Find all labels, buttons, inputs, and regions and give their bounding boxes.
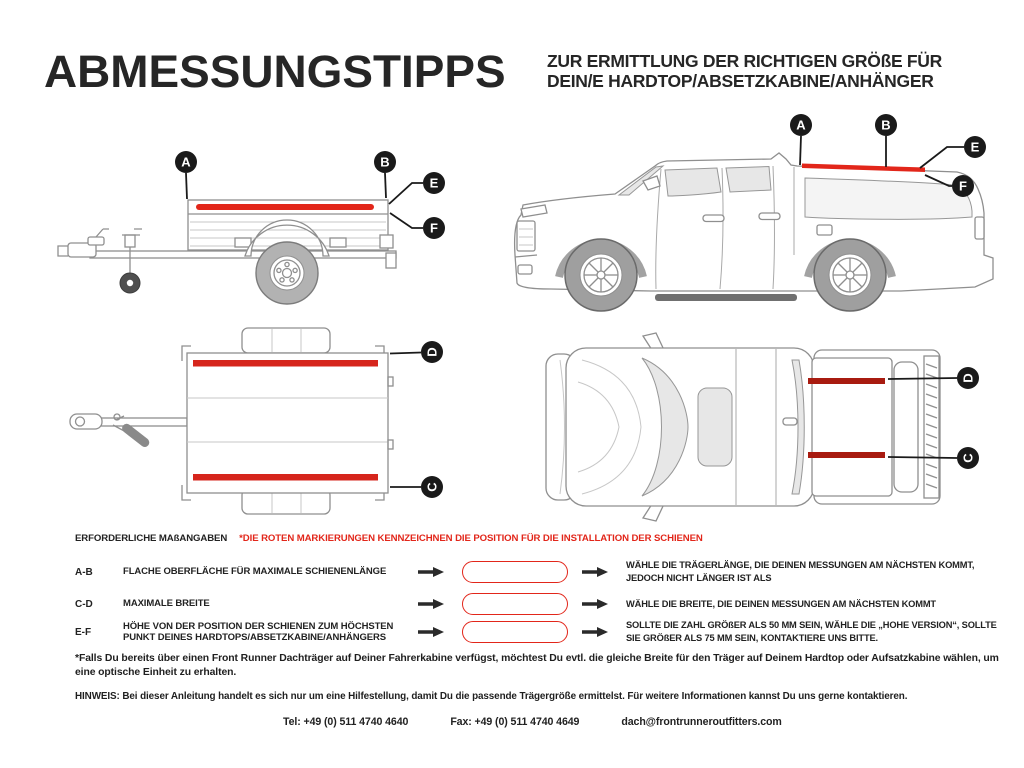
trailer-drawbar [70,414,187,449]
footnote: *Falls Du bereits über einen Front Runner Dachträger auf Deiner Fahrerkabine verfügst, möchtest Du evtl. die gleiche Breite für den Träger auf Deinem Hardtop oder Aufsatzkabine wählen, um eine optische Einheit zu erhalten. [75,653,999,678]
label-a-marker [175,151,197,173]
front-door-window [665,168,721,196]
measurements-title: ERFORDERLICHE MAßANGABEN [75,533,228,544]
running-board [655,294,797,301]
row-code: C-D [75,598,93,610]
arrow-right-icon [418,626,444,638]
arrow-right-icon [582,598,608,610]
arrow-right-icon [582,626,608,638]
rail-position-stripe [196,204,374,210]
subtitle-line-2: DEIN/E HARDTOP/ABSETZKABINE/ANHÄNGER [547,70,934,91]
svg-text:A: A [181,154,191,170]
front-wheel [565,239,637,311]
label-f-marker [423,217,445,239]
svg-text:B: B [881,117,891,133]
tailgate-hatch [924,356,939,498]
label-f-marker [952,175,974,197]
label-b-marker [374,151,396,173]
svg-text:F: F [959,178,967,194]
contact-info [283,716,782,728]
trailer-wheel [256,242,318,304]
rear-door-window [726,167,771,193]
svg-text:E: E [429,175,439,191]
measurement-entry-oval [462,561,568,583]
rail-position-stripe-top [193,360,378,367]
svg-text:C: C [960,453,976,463]
hinweis-note: HINWEIS: Bei dieser Anleitung handelt es sich nur um eine Hilfestellung, damit Du die passende Trägergröße ermittelst. Für weitere Informationen kannst Du uns gerne kontaktieren. [75,691,908,702]
label-b-marker [875,114,897,136]
svg-text:F: F [430,220,438,236]
page-title: ABMESSUNGSTIPPS [44,46,506,97]
tail-light [975,217,984,239]
svg-text:A: A [796,117,806,133]
truck-side-view-diagram [505,105,1005,325]
trailer-box-top [187,353,388,493]
trailer-jockey-wheel [120,229,142,293]
arrow-right-icon [418,566,444,578]
rail-position-stripe-top [808,378,885,384]
measurement-row-ab [75,556,1008,588]
svg-text:D: D [960,373,976,383]
measurement-row-cd [75,592,1008,616]
red-markings-note: *DIE ROTEN MARKIERUNGEN KENNZEICHNEN DIE POSITION FÜR DIE INSTALLATION DER SCHIENEN [239,533,703,544]
row-result: WÄHLE DIE BREITE, DIE DEINEN MESSUNGEN AM NÄCHSTEN KOMMT [626,598,936,609]
phone-number: Tel: +49 (0) 511 4740 4640 [283,716,409,728]
arrow-right-icon [582,566,608,578]
label-d-marker [957,367,979,389]
label-a-marker [790,114,812,136]
door-handle-rear [759,213,780,220]
row-description: FLACHE OBERFLÄCHE FÜR MAXIMALE SCHIENENLÄNGE [123,566,387,578]
row-result: WÄHLE DIE TRÄGERLÄNGE, DIE DEINEN MESSUNGEN AM NÄCHSTEN KOMMT, JEDOCH NICHT LÄNGER IST ALS [626,560,975,583]
fax-number: Fax: +49 (0) 511 4740 4649 [450,716,580,728]
row-result: SOLLTE DIE ZAHL GRÖßER ALS 50 MM SEIN, WÄHLE DIE „HOHE VERSION“, SOLLTE SIE GRÖßER ALS 75 MM SEIN, KONTAKTIERE UNS BITTE. [626,620,997,643]
door-handle-front [703,215,724,222]
row-description: HÖHE VON DER POSITION DER SCHIENEN ZUM HÖCHSTEN PUNKT DEINES HARDTOPS/ABSETZKABINE/ANHÄNGERS [123,620,394,643]
canopy-rear-window [894,362,918,492]
label-c-marker [957,447,979,469]
email-address: dach@frontrunneroutfitters.com [621,716,782,728]
trailer-frame [90,251,396,258]
page-subtitle [547,52,942,91]
trailer-top-view-diagram [20,325,470,525]
measurement-entry-oval [462,621,568,643]
label-d-marker [421,341,443,363]
subtitle-line-1: ZUR ERMITTLUNG DER RICHTIGEN GRÖßE FÜR [547,51,942,71]
fuel-door [817,225,832,235]
svg-text:E: E [970,139,980,155]
arrow-right-icon [418,598,444,610]
row-code: E-F [75,626,92,638]
svg-text:C: C [424,482,440,492]
measurement-row-ef [75,614,1008,650]
svg-text:B: B [380,154,390,170]
rail-position-stripe-bottom [193,474,378,481]
rail-position-stripe-bottom [808,452,885,458]
measurement-entry-oval [462,593,568,615]
svg-text:D: D [424,347,440,357]
measurements-header [75,533,703,544]
rear-wheel [814,239,886,311]
row-code: A-B [75,566,93,578]
trailer-side-view-diagram [30,125,470,325]
row-description: MAXIMALE BREITE [123,598,210,610]
truck-top-view-diagram [540,330,1005,525]
label-e-marker [964,136,986,158]
label-c-marker [421,476,443,498]
truck-cab-top [566,348,814,506]
sunroof [698,388,732,466]
label-e-marker [423,172,445,194]
